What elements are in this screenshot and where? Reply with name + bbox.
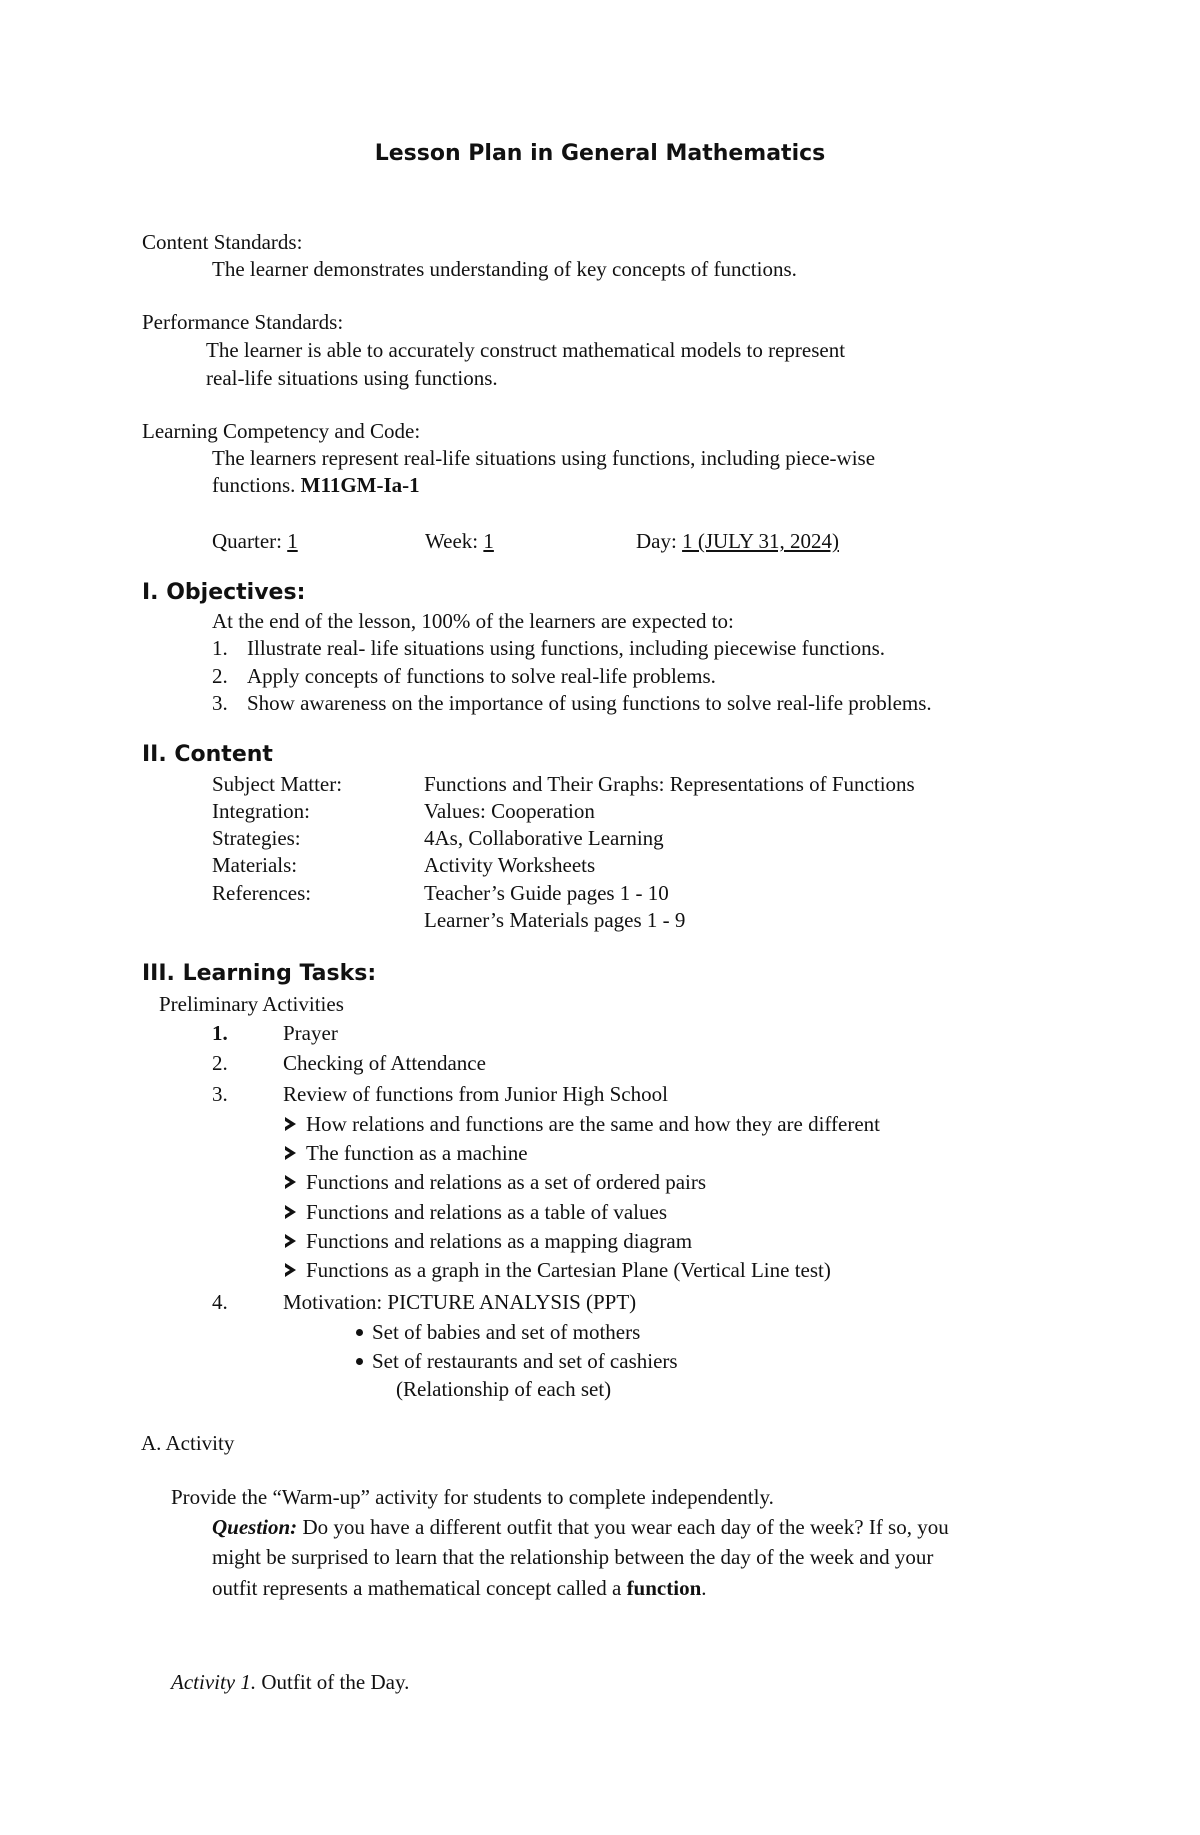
review-point <box>285 1258 831 1282</box>
question-text: Do you have a different outfit that you wear each day of the week? If so, you <box>302 1515 949 1539</box>
content-row-label: Materials: <box>212 853 298 877</box>
performance-standards-label: Performance Standards: <box>142 310 344 334</box>
activity-instruction: Provide the “Warm-up” activity for students to complete independently. <box>171 1485 774 1509</box>
question-line-text: outfit represents a mathematical concept called a <box>212 1576 622 1600</box>
day-label: Day: <box>636 529 677 553</box>
task-text: Checking of Attendance <box>283 1051 486 1075</box>
objective-item <box>212 664 716 688</box>
question-line <box>212 1576 707 1600</box>
motivation-point <box>356 1349 678 1373</box>
week-value: 1 <box>483 529 494 553</box>
content-row-label: References: <box>212 881 312 905</box>
objective-number: 3. <box>212 691 228 715</box>
activity-question <box>212 1515 949 1539</box>
content-row-label: Integration: <box>212 799 310 823</box>
review-point-text: Functions and relations as a set of ordered pairs <box>306 1170 707 1194</box>
content-row-value: Teacher’s Guide pages 1 - 10 <box>424 881 669 905</box>
bullet-dot-icon <box>356 1358 363 1365</box>
week-label: Week: <box>425 529 479 553</box>
question-end: . <box>701 1576 707 1600</box>
content-standards-label: Content Standards: <box>142 230 303 254</box>
day <box>636 529 839 553</box>
competency-label: Learning Competency and Code: <box>142 419 421 443</box>
activity-title-text: Outfit of the Day. <box>261 1670 410 1694</box>
arrow-bullet-icon <box>285 1117 296 1131</box>
objective-text: Illustrate real- life situations using functions, including piecewise functions. <box>247 636 886 660</box>
arrow-bullet-icon <box>285 1146 296 1160</box>
review-point-text: Functions as a graph in the Cartesian Plane (Vertical Line test) <box>306 1258 831 1282</box>
review-point-text: The function as a machine <box>306 1141 528 1165</box>
objectives-heading: I. Objectives: <box>142 580 306 605</box>
content-row-value: 4As, Collaborative Learning <box>424 826 664 850</box>
activity-heading: A. Activity <box>141 1431 235 1455</box>
objective-item <box>212 691 932 715</box>
motivation-point-text: Set of babies and set of mothers <box>372 1320 641 1344</box>
arrow-bullet-icon <box>285 1175 296 1189</box>
question-label: Question: <box>212 1515 298 1539</box>
review-point <box>285 1170 706 1194</box>
content-row-label: Strategies: <box>212 826 301 850</box>
week <box>425 529 494 553</box>
performance-standards-line1: The learner is able to accurately construct mathematical models to represent <box>206 338 846 362</box>
task-number: 2. <box>212 1051 228 1075</box>
objective-text: Show awareness on the importance of using functions to solve real-life problems. <box>247 691 932 715</box>
performance-standards-line2: real-life situations using functions. <box>206 366 498 390</box>
review-point <box>285 1141 528 1165</box>
review-point <box>285 1112 880 1136</box>
content-row-value: Learner’s Materials pages 1 - 9 <box>424 908 686 932</box>
activity-label: Activity 1. <box>171 1670 257 1694</box>
competency-line1: The learners represent real-life situations using functions, including piece-wise <box>212 446 876 470</box>
review-point <box>285 1229 692 1253</box>
content-row-value: Values: Cooperation <box>424 799 595 823</box>
arrow-bullet-icon <box>285 1205 296 1219</box>
competency-code: M11GM-Ia-1 <box>300 473 420 497</box>
page-title: Lesson Plan in General Mathematics <box>374 141 826 166</box>
content-row-value: Functions and Their Graphs: Representations of Functions <box>424 772 915 796</box>
task-number: 4. <box>212 1290 228 1314</box>
competency-line2 <box>212 473 420 497</box>
task-number: 1. <box>212 1021 228 1045</box>
content-row-value: Activity Worksheets <box>424 853 596 877</box>
task-text: Review of functions from Junior High School <box>283 1082 668 1106</box>
activity-title <box>171 1670 409 1694</box>
quarter-label: Quarter: <box>212 529 282 553</box>
quarter-value: 1 <box>287 529 298 553</box>
content-row-label: Subject Matter: <box>212 772 343 796</box>
competency-line2-text: functions. <box>212 473 296 497</box>
tasks-heading: III. Learning Tasks: <box>142 961 377 986</box>
review-point-text: Functions and relations as a mapping diagram <box>306 1229 693 1253</box>
motivation-note: (Relationship of each set) <box>396 1377 612 1401</box>
review-point-text: Functions and relations as a table of values <box>306 1200 667 1224</box>
quarter <box>212 529 298 553</box>
objective-number: 2. <box>212 664 228 688</box>
content-heading: II. Content <box>142 742 273 767</box>
objectives-intro: At the end of the lesson, 100% of the learners are expected to: <box>212 609 734 633</box>
task-text: Prayer <box>283 1021 338 1045</box>
motivation-point-text: Set of restaurants and set of cashiers <box>372 1349 678 1373</box>
task-number: 3. <box>212 1082 228 1106</box>
bullet-dot-icon <box>356 1329 363 1336</box>
content-standards-text: The learner demonstrates understanding of key concepts of functions. <box>212 257 797 281</box>
review-point <box>285 1200 667 1224</box>
arrow-bullet-icon <box>285 1263 296 1277</box>
review-point-text: How relations and functions are the same and how they are different <box>306 1112 880 1136</box>
question-keyword: function <box>626 1576 702 1600</box>
arrow-bullet-icon <box>285 1234 296 1248</box>
objective-number: 1. <box>212 636 228 660</box>
preliminary-label: Preliminary Activities <box>159 992 344 1016</box>
task-text: Motivation: PICTURE ANALYSIS (PPT) <box>283 1290 637 1314</box>
objective-item <box>212 636 885 660</box>
question-line: might be surprised to learn that the relationship between the day of the week and your <box>212 1545 934 1569</box>
day-value: 1 (JULY 31, 2024) <box>682 529 840 553</box>
motivation-point <box>356 1320 640 1344</box>
objective-text: Apply concepts of functions to solve real-life problems. <box>247 664 716 688</box>
